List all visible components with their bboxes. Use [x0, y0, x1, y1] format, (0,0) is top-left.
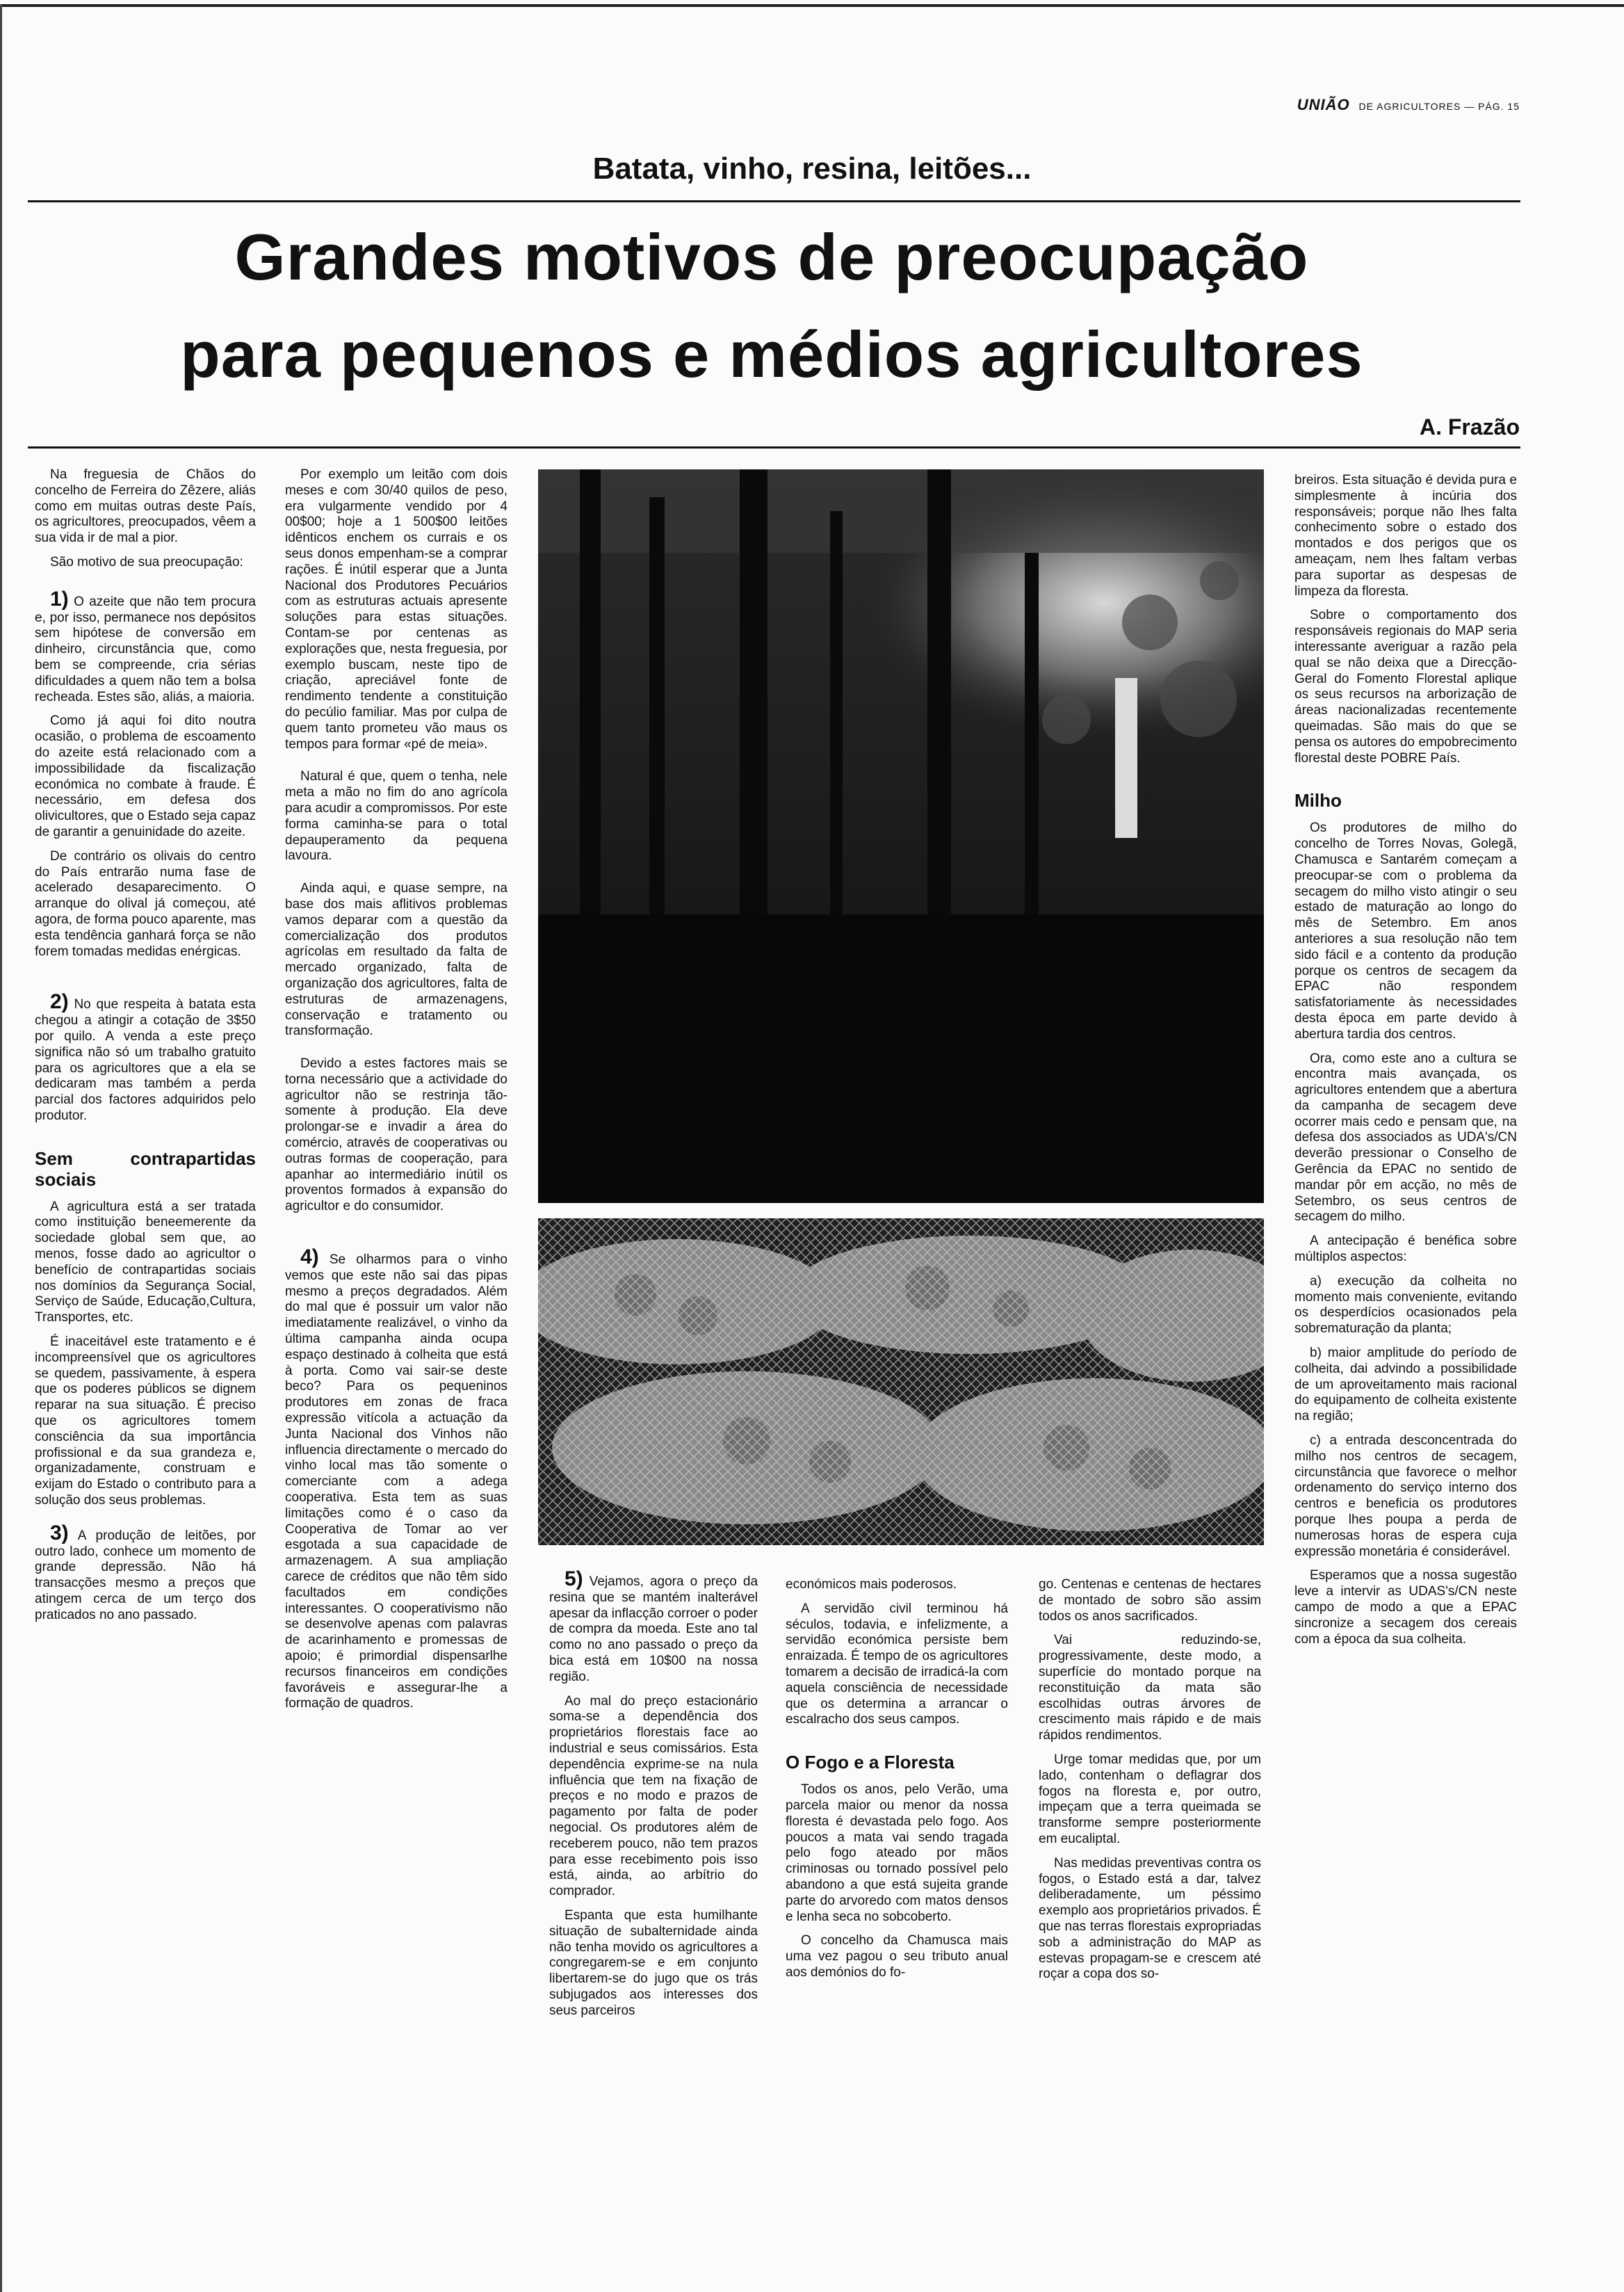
paragraph	[35, 587, 256, 706]
paragraph: Vai reduzindo-se, progressivamente, deste modo, a superfície do montado porque na reconstituição da mata são escolhidas outras árvores de crescimento mais rápido e de mais rápidos rendimentos.	[1039, 1633, 1261, 1743]
paragraph: A antecipação é benéfica sobre múltiplos aspectos:	[1294, 1234, 1517, 1265]
paragraph: Ora, como este ano a cultura se encontra mais avançada, os agricultores entendem que a abertura da campanha de secagem deve ocorrer mais cedo e pensam que, na defesa dos associados as UDA's/CN deverão pressionar o Conselho de Gerência da EPAC no sentido de mandar pôr em acção, no mês de Setembro, os seus centros de secagem do milho.	[1294, 1051, 1517, 1225]
potato-sacks-image	[538, 1218, 1264, 1545]
section-heading: Sem contrapartidas sociais	[35, 1147, 256, 1190]
paragraph-text: O azeite que não tem procura e, por isso, permanece nos depósitos sem hipótese de conversão em dinheiro, circunstância que, como bem se compreende, cria sérias dificuldades a quem não tem a bolsa recheada. Estes são, aliás, a maioria.	[35, 594, 256, 704]
paragraph: De contrário os olivais do centro do País entrarão numa fase de acelerado desaparecimento. O arranque do olival já começou, até agora, de forma pouco aparente, mas esta tendência ganhará força se não forem tomadas medidas enérgicas.	[35, 848, 256, 959]
paragraph: Natural é que, quem o tenha, nele meta a mão no fim do ano agrícola para acudir a compromissos. Por este forma caminha-se para o total depauperamento da pequena lavoura.	[285, 769, 508, 864]
forest-image	[538, 469, 1264, 1203]
paragraph-text: A produção de leitões, por outro lado, conhece um momento de grande depressão. Não há transacções mesmo a preços que atingem cerca de um terço dos praticados no ano passado.	[35, 1528, 256, 1622]
item-number: 5)	[565, 1567, 583, 1590]
paragraph: a) execução da colheita no momento mais conveniente, evitando os desperdícios ocasionados pela sobrematuração da planta;	[1294, 1273, 1517, 1337]
headline	[0, 209, 1543, 403]
paragraph: A servidão civil terminou há séculos, todavia, e infelizmente, a servidão económica persiste bem enraizada. É tempo de os agricultores tomarem a decisão de irradicá-la com aquela consciência de necessidade que os determina a arrancar o escalracho dos seus campos.	[786, 1601, 1009, 1727]
paragraph: b) maior amplitude do período de colheita, dai advindo a possibilidade de um aproveitamento mais racional do equipamento de colheita existente na região;	[1294, 1346, 1517, 1424]
paragraph: Espanta que esta humilhante situação de subalternidade ainda não tenha movido os agricultores a congregarem-se e em conjunto libertarem-se do jugo que os trás subjugados aos interesses dos seus parceiros	[549, 1907, 758, 2018]
paragraph: Todos os anos, pelo Verão, uma parcela maior ou menor da nossa floresta é devastada pelo fogo. Aos poucos a mata vai sendo tragada pelo fogo ateado por mãos criminosas ou tornado possível pelo abandono a que está sujeita grande parte do arvoredo com matos densos e lenha seca no sobcoberto.	[786, 1782, 1008, 1924]
paragraph	[35, 990, 256, 1124]
paragraph-text: No que respeita à batata esta chegou a atingir a cotação de 3$50 por quilo. A venda a este preço significa não só um trabalho gratuito para os agricultores que a ela se dedicaram mas também a perda parcial dos factores adquiridos pelo produtor.	[35, 997, 256, 1123]
section-heading: Milho	[1294, 790, 1342, 812]
paragraph: Sobre o comportamento dos responsáveis regionais do MAP seria interessante averiguar a razão pela qual se não deixa que a Direcção-Geral do Fomento Florestal aplique os seus recursos na arborização de áreas nacionalizadas recentemente queimadas. São mais do que se pensa os autores do empobrecimento florestal deste POBRE País.	[1294, 608, 1517, 766]
paragraph: Devido a estes factores mais se torna necessário que a actividade do agricultor não se restrinja tão- somente à produção. Ela deve prolongar-se e invadir a área do comércio, através de cooperativas ou outras formas de cooperação, para apanhar ao intermediário inútil os proventos formados à expansão do agricultor e do consumidor.	[285, 1056, 508, 1214]
paragraph	[285, 1245, 508, 1712]
paragraph: Como já aqui foi dito noutra ocasião, o problema de escoamento do azeite está relacionado com a impossibilidade da fiscalização económica no combate à fraude. É necessário, em defesa dos olivicultores, que o Estado seja capaz de garantir a genuinidade do azeite.	[35, 713, 256, 839]
rule-top	[28, 200, 1520, 202]
column-5	[1039, 1577, 1261, 1991]
column-2	[285, 467, 508, 1720]
item-number: 4)	[300, 1245, 319, 1269]
paragraph: c) a entrada desconcentrada do milho nos centros de secagem, circunstância que favorece o melhor ordenamento do serviço interno dos centros e beneficia os produtores porque lhes poupa a perda de numerosas horas de espera cuja expressão monetária é considerável.	[1294, 1433, 1517, 1559]
headline-line-1: Grandes motivos de preocupação	[234, 220, 1309, 293]
page-number: PÁG. 15	[1478, 101, 1520, 112]
column-1	[35, 467, 256, 1632]
paragraph: Na freguesia de Chãos do concelho de Ferreira do Zêzere, aliás como em muitas outras deste País, os agricultores, preocupados, vêem a sua vida ir de mal a pior.	[35, 467, 256, 546]
paragraph: São motivo de sua preocupação:	[50, 554, 243, 570]
paragraph	[35, 1521, 256, 1624]
rule-bottom	[28, 446, 1520, 449]
item-number: 3)	[50, 1521, 69, 1544]
forest-photo	[538, 469, 1264, 1203]
paragraph: Ainda aqui, e quase sempre, na base dos mais aflitivos problemas vamos deparar com a questão da comercialização dos produtos agrícolas em resultado da falta de mercado organizado, falta de organização dos agricultores, falta de estruturas de armazenagens, conservação e tratamento ou transformação.	[285, 881, 508, 1039]
paragraph: O concelho da Chamusca mais uma vez pagou o seu tributo anual aos demónios do fo-	[786, 1933, 1008, 1980]
paragraph: A agricultura está a ser tratada como instituição beneemerente da sociedade global sem que, ao menos, fosse dado ao agricultor o benefício de contrapartidas sociais nos domínios da Segurança Social, Serviço de Saúde, Educação,Cultura, Transportes, etc.	[35, 1199, 256, 1325]
column-6	[1294, 473, 1517, 1656]
headline-line-2: para pequenos e médios agricultores	[180, 318, 1363, 391]
paragraph: breiros. Esta situação é devida pura e simplesmente à incúria dos responsáveis; porque não lhes falta conhecimento sobre o estado dos montados e dos perigos que os ameaçam, nem lhes faltam verbas para suportar as despesas de limpeza da floresta.	[1294, 473, 1517, 599]
column-3	[549, 1567, 758, 2028]
paragraph: Nas medidas preventivas contra os fogos, o Estado está a dar, talvez deliberadamente, um péssimo exemplo aos proprietários privados. É que nas terras florestais expropriadas sob a administração do MAP as estevas propagam-se e crescem até roçar a copa dos so-	[1039, 1855, 1261, 1982]
paragraph	[549, 1567, 758, 1686]
paragraph-text: Se olharmos para o vinho vemos que este não sai das pipas mesmo a preços degradados. Além do mal que é possuir um valor não imediatamente realizável, o vinho da última campanha ainda ocupa espaço destinado à colheita que está à porta. Como vai sair-se deste beco? Para os pequeninos produtores em zonas de fraca expressão vitícola a actuação da Junta Nacional dos Vinhos não influencia directamente o mercado do vinho local mas tão somente o comerciante com a adega cooperativa. Esta tem as suas limitações como é o caso da Cooperativa de Tomar ao ver esgotada a sua capacidade de armazenagem. A sua ampliação carece de créditos que não têm sido facultados em condições interessantes. O cooperativismo não se desenvolve apenas com palavras de acarinhamento e promessas de apoio; é primordial dispensarlhe recursos financeiros em condições favoráveis e assegurar-lhe a formação de quadros.	[285, 1252, 508, 1711]
paragraph: Esperamos que a nossa sugestão leve a intervir as UDAS's/CN neste campo de modo a que a EPAC sincronize a secagem dos cereais com a época da sua colheita.	[1294, 1568, 1517, 1647]
paragraph: Por exemplo um leitão com dois meses e com 30/40 quilos de peso, era vulgarmente vendido por 4 00$00; hoje a 1 500$00 leitões idênticos enchem os currais e os seus donos empenham-se a comprar rações. É inútil esperar que a Junta Nacional dos Produtores Pecuários com as estruturas actuais apresente soluções para estas situações. Contam-se por centenas as explorações que, nesta freguesia, por exemplo buscam, neste tipo de criação, apreciável fonte de rendimento tendente a constituição do pecúlio familiar. Mas por culpa de quem tanto prometeu vão maus os tempos para formar «pé de meia».	[285, 467, 508, 752]
paragraph: Ao mal do preço estacionário soma-se a dependência dos proprietários florestais face ao industrial e seus comissários. Esta dependência exprime-se na nula influência que tem na fixação de preços e no modo e prazos de pagamento por falta de poder negocial. Os produtores além de receberem pouco, não tem prazos para esse recebimento pois isso está, ainda, ao arbítrio do comprador.	[549, 1693, 758, 1899]
page-border	[0, 4, 1624, 7]
paragraph: económicos mais poderosos.	[786, 1577, 957, 1592]
paragraph: Os produtores de milho do concelho de Torres Novas, Golegã, Chamusca e Santarém começam a preocupar-se com o problema da secagem do milho visto atingir o seu estado de maturação ao longo do mês de Setembro. Em anos anteriores a sua resolução não tem sido fácil e a contento da produção porque os centros de secagem da EPAC não respondem satisfatoriamente às necessidades desta época em parte devido à abertura tardia dos centros.	[1294, 821, 1517, 1042]
item-number: 1)	[50, 587, 69, 611]
publication-logo: UNIÃO	[1297, 96, 1350, 113]
kicker: Batata, vinho, resina, leitões...	[592, 152, 1032, 186]
paragraph: Urge tomar medidas que, por um lado, contenham o deflagrar dos fogos na floresta e, por outro, impeçam que a terra queimada se transforme sempre posteriormente em eucaliptal.	[1039, 1752, 1261, 1846]
paragraph-text: Vejamos, agora o preço da resina que se mantém inalterável apesar da inflacção corroer o poder de compra da moeda. Este ano tal como no ano passado o preço da bica está em 10$00 na nossa região.	[549, 1574, 758, 1684]
column-4	[786, 1577, 1008, 1990]
section-heading: O Fogo e a Floresta	[786, 1752, 955, 1773]
paragraph: go. Centenas e centenas de hectares de montado de sobro são assim todos os anos sacrificados.	[1039, 1577, 1261, 1624]
publication-subtitle: DE AGRICULTORES	[1358, 101, 1461, 112]
byline: A. Frazão	[1419, 414, 1520, 439]
item-number: 2)	[50, 990, 69, 1014]
running-header: UNIÃO DE AGRICULTORES — PÁG. 15	[1297, 96, 1520, 113]
potato-sacks-photo	[538, 1218, 1264, 1545]
paragraph: É inaceitável este tratamento e é incompreensível que os agricultores se quedem, passivamente, à espera que os poderes públicos se dignem reparar na sua situação. É preciso que os agricultores tomem consciência da sua importância profissional e da sua grandeza e, organizadamente, construam e exijam do Estado o contributo para a solução dos seus problemas.	[35, 1334, 256, 1508]
